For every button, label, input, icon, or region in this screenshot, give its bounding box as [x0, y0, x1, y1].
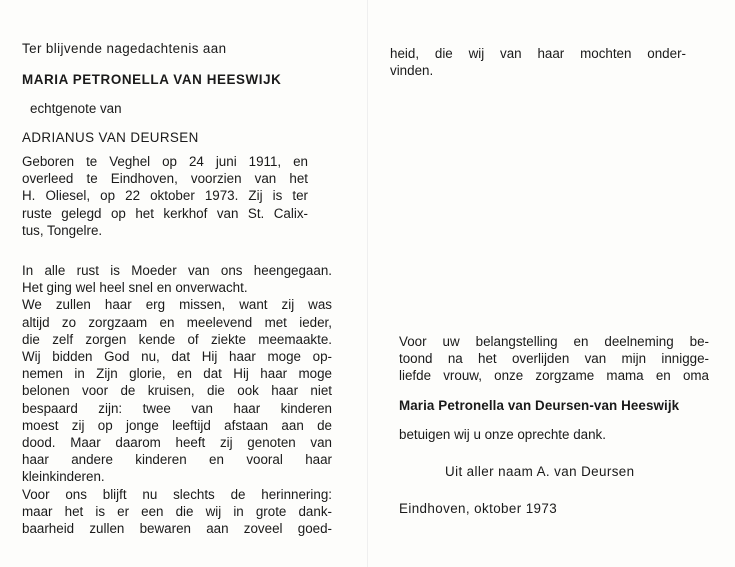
poem-line: Wij bidden God nu, dat Hij haar moge op-	[22, 349, 332, 365]
poem-line: belonen voor de kruisen, die ook haar niet	[22, 383, 332, 399]
poem	[22, 262, 332, 537]
poem-line: nemen in Zijn glorie, en dat Hij haar moge	[22, 366, 332, 382]
bio-line: tus, Tongelre.	[22, 222, 103, 238]
spouse-name: ADRIANUS VAN DEURSEN	[22, 130, 199, 145]
opening-line: Ter blijvende nagedachtenis aan	[22, 41, 227, 56]
poem-line: We zullen haar erg missen, want zij was	[22, 297, 332, 313]
bio-line: overleed te Eindhoven, voorzien van het	[22, 171, 308, 187]
poem-line: Het ging wel heel snel en onverwacht.	[22, 280, 248, 296]
poem-line: haar andere kinderen en vooral haar	[22, 452, 332, 468]
poem-line: kleinkinderen.	[22, 469, 105, 485]
poem-line: bespaard zijn: twee van haar kinderen	[22, 400, 332, 416]
poem-line: altijd zo zorgzaam en meelevend met ieder,	[22, 314, 332, 330]
thanks-text	[399, 333, 709, 385]
deceased-name: MARIA PETRONELLA VAN HEESWIJK	[22, 72, 282, 87]
poem-continuation	[390, 45, 686, 79]
poem-line: die zelf zorgen kende of ziekte meemaakte.	[22, 331, 332, 347]
full-name: Maria Petronella van Deursen-van Heeswijk	[399, 398, 680, 413]
poem-line: vinden.	[390, 63, 434, 79]
signature: Uit aller naam A. van Deursen	[445, 464, 635, 479]
biography	[22, 153, 308, 239]
bio-line: H. Oliesel, op 22 oktober 1973. Zij is ter	[22, 188, 308, 204]
thanks-line: toond na het overlijden van mijn innigge-	[399, 351, 709, 367]
poem-line: In alle rust is Moeder van ons heengegaan.	[22, 263, 332, 278]
poem-line: moest zij op jonge leeftijd afstaan aan de	[22, 417, 332, 433]
thanks-line: liefde vrouw, onze zorgzame mama en oma	[399, 368, 709, 384]
thanks-closing: betuigen wij u onze oprechte dank.	[399, 427, 606, 442]
bio-line: Geboren te Veghel op 24 juni 1911, en	[22, 154, 308, 169]
place-date: Eindhoven, oktober 1973	[399, 501, 558, 516]
bio-line: ruste gelegd op het kerkhof van St. Calix-	[22, 205, 308, 221]
poem-line: Voor ons blijft nu slechts de herinnering:	[22, 486, 332, 502]
poem-line: heid, die wij van haar mochten onder-	[390, 46, 686, 61]
thanks-line: Voor uw belangstelling en deelneming be-	[399, 334, 709, 349]
poem-line: maar het is er een die wij in grote dank-	[22, 503, 332, 519]
poem-line: baarheid zullen bewaren aan zoveel goed-	[22, 521, 332, 537]
spouse-label: echtgenote van	[30, 101, 122, 116]
card-fold-line	[367, 0, 368, 567]
poem-line: dood. Maar daarom heeft zij genoten van	[22, 435, 332, 451]
